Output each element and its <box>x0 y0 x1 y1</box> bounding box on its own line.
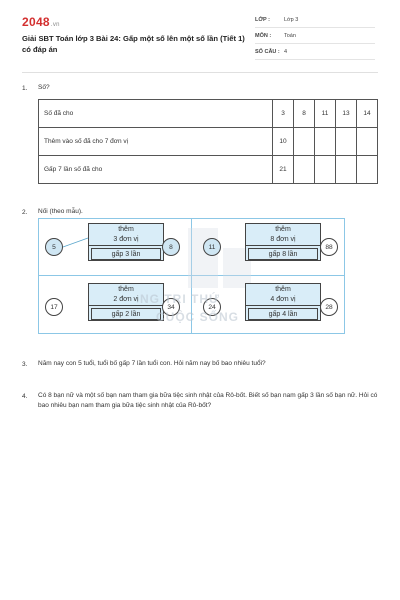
number-circle[interactable]: 34 <box>162 298 180 316</box>
question-4-number: 4. <box>22 393 28 400</box>
operation-multiply[interactable]: gấp 8 lần <box>248 248 318 260</box>
table-cell[interactable] <box>357 128 378 156</box>
number-circle[interactable]: 8 <box>162 238 180 256</box>
meta-question-count: SỐ CÂU : 4 <box>255 47 375 60</box>
table-row <box>39 128 378 156</box>
question-1-text: Số? <box>38 84 50 91</box>
question-3-text: Năm nay con 5 tuổi, tuổi bố gấp 7 lần tuổi con. Hỏi năm nay bố bao nhiêu tuổi? <box>38 360 266 367</box>
operation-multiply[interactable]: gấp 3 lần <box>91 248 161 260</box>
question-1-number: 1. <box>22 85 28 92</box>
operation-add[interactable]: thêm 2 đơn vị <box>89 284 163 306</box>
table-row <box>39 156 378 184</box>
number-circle[interactable]: 24 <box>203 298 221 316</box>
table-cell[interactable] <box>294 128 315 156</box>
question-3-number: 3. <box>22 361 28 368</box>
watermark-text: NG TRI THỨ <box>140 292 220 306</box>
connector-line <box>63 238 88 247</box>
site-logo[interactable]: 2048.vn <box>22 15 60 29</box>
matching-exercise <box>38 218 345 334</box>
table-cell[interactable] <box>357 156 378 184</box>
operation-box <box>245 223 321 261</box>
operation-multiply[interactable]: gấp 4 lần <box>248 308 318 320</box>
operation-multiply[interactable]: gấp 2 lần <box>91 308 161 320</box>
question-1-table <box>38 99 378 184</box>
document-title: Giải SBT Toán lớp 3 Bài 24: Gấp một số lên một số lần (Tiết 1) có đáp án <box>22 34 245 54</box>
question-4-text: Có 8 bạn nữ và một số bạn nam tham gia bữa tiệc sinh nhật của Rô-bốt. Biết số bạn nam gấp 3 lần số bạn nữ. Hỏi có bao nhiêu bạn nam tham gia bữa tiệc sinh nhật của Rô-bốt? <box>38 392 378 409</box>
table-cell[interactable] <box>336 128 357 156</box>
table-cell: 13 <box>336 100 357 128</box>
operation-add[interactable]: thêm 8 đơn vị <box>246 224 320 246</box>
operation-box <box>245 283 321 321</box>
question-2-text: Nối (theo mẫu). <box>38 208 83 215</box>
table-cell: 8 <box>294 100 315 128</box>
table-cell: 10 <box>273 128 294 156</box>
table-cell[interactable] <box>336 156 357 184</box>
number-circle[interactable]: 88 <box>320 238 338 256</box>
meta-grade: LỚP : Lớp 3 <box>255 15 375 28</box>
watermark-text: CUỘC SỐNG <box>156 310 240 324</box>
table-cell: 14 <box>357 100 378 128</box>
table-row <box>39 100 378 128</box>
number-circle[interactable]: 11 <box>203 238 221 256</box>
row-label: Thêm vào số đã cho 7 đơn vị <box>39 128 273 156</box>
table-cell[interactable] <box>315 128 336 156</box>
row-label: Gấp 7 lần số đã cho <box>39 156 273 184</box>
table-cell: 3 <box>273 100 294 128</box>
number-circle[interactable]: 28 <box>320 298 338 316</box>
meta-subject: MÔN : Toán <box>255 31 375 44</box>
header-divider <box>22 72 378 73</box>
question-2-number: 2. <box>22 209 28 216</box>
row-label: Số đã cho <box>39 100 273 128</box>
table-cell: 21 <box>273 156 294 184</box>
table-cell[interactable] <box>315 156 336 184</box>
operation-add[interactable]: thêm 3 đơn vị <box>89 224 163 246</box>
number-circle[interactable]: 5 <box>45 238 63 256</box>
operation-add[interactable]: thêm 4 đơn vị <box>246 284 320 306</box>
number-circle[interactable]: 17 <box>45 298 63 316</box>
operation-box <box>88 223 164 261</box>
page-header <box>0 0 400 68</box>
table-cell[interactable] <box>294 156 315 184</box>
table-cell: 11 <box>315 100 336 128</box>
